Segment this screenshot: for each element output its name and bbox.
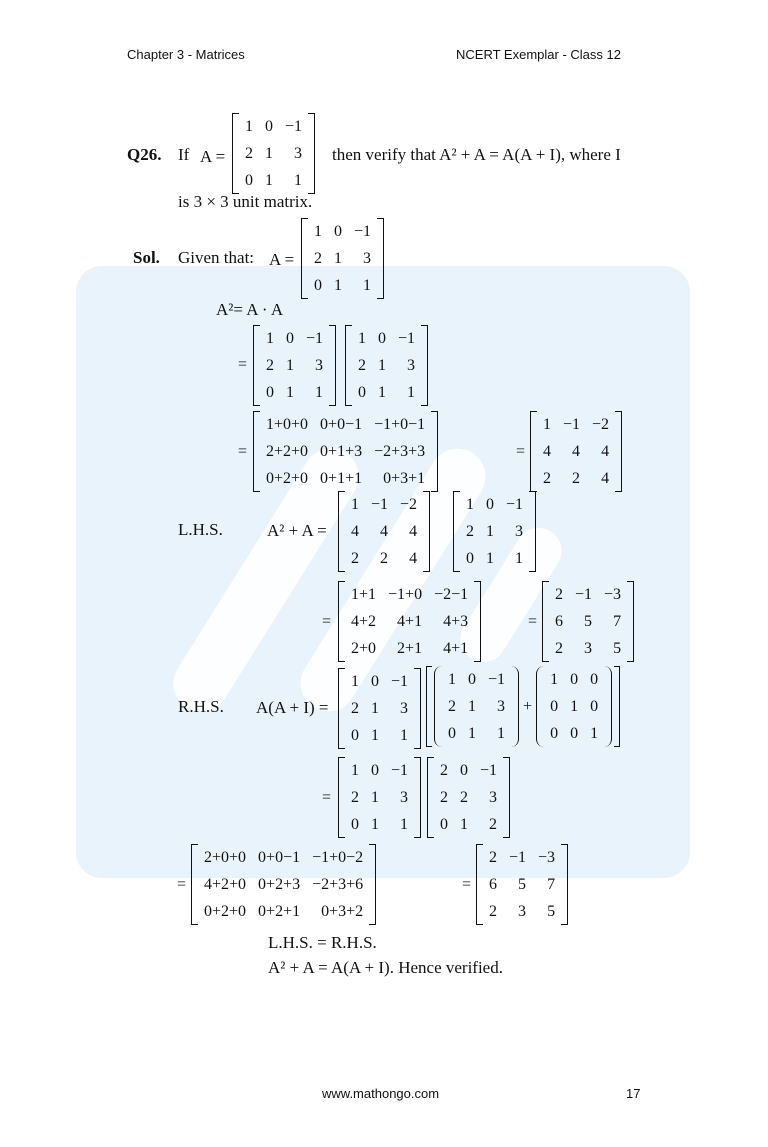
right-bracket xyxy=(423,491,430,572)
matrix-cell: 3 xyxy=(407,356,416,374)
matrix-cell: 2 xyxy=(466,522,474,540)
left-bracket xyxy=(427,757,434,838)
matrix-cell: 0 xyxy=(570,724,579,742)
matrix-cell: 4 xyxy=(380,522,389,540)
matrix-cell: 3 xyxy=(518,902,527,920)
matrix-cell: 2+0 xyxy=(351,639,377,657)
matrix-cell: 1 xyxy=(351,495,359,513)
matrix-row xyxy=(345,518,423,545)
matrix-row xyxy=(549,635,627,662)
matrix-cell: 0 xyxy=(378,329,386,347)
matrix-cell: 3 xyxy=(363,249,372,267)
matrix-cell: −3 xyxy=(538,848,556,866)
matrix-cell: 3 xyxy=(584,639,593,657)
matrix-cell: 1 xyxy=(334,249,342,267)
matrix-cell: 0 xyxy=(334,222,342,240)
matrix-cell: 2 xyxy=(489,902,497,920)
matrix-cell: 0 xyxy=(440,815,448,833)
matrix-cell: 1 xyxy=(515,549,524,567)
matrix-row xyxy=(260,465,431,492)
lhs-label: L.H.S. xyxy=(178,520,223,539)
left-bracket xyxy=(476,844,483,925)
matrix-cell: 2+1 xyxy=(397,639,423,657)
matrix-cell: −2 xyxy=(592,415,610,433)
matrix-cell: 1 xyxy=(363,276,372,294)
solution-label: Sol. xyxy=(133,248,160,267)
left-bracket xyxy=(338,491,345,572)
matrix-cell: 0 xyxy=(351,726,359,744)
left-paren xyxy=(434,666,442,747)
rhs-expr: A(A + I) = xyxy=(256,698,329,717)
matrix-cell: 3 xyxy=(400,788,409,806)
matrix-row xyxy=(460,491,529,518)
matrix-cell: −2+3+6 xyxy=(312,875,364,893)
matrix-cell: 4 xyxy=(409,549,418,567)
matrix-cell: 4 xyxy=(601,442,610,460)
matrix-row xyxy=(345,545,423,572)
matrix-cell: 0+1+3 xyxy=(320,442,363,460)
matrix-cell: 2 xyxy=(489,848,497,866)
matrix-cell: 0 xyxy=(460,761,468,779)
matrix-cell: −1 xyxy=(509,848,527,866)
left-bracket xyxy=(530,411,537,492)
matrix-cell: −1+0−1 xyxy=(374,415,426,433)
matrix-cell: 0 xyxy=(590,697,599,715)
matrix-cell: −1 xyxy=(371,495,389,513)
equals-sign: = xyxy=(516,443,526,460)
matrix-cell: 1 xyxy=(351,672,359,690)
matrix-row xyxy=(239,167,308,194)
matrix-row xyxy=(537,465,615,492)
matrix-cell: 2 xyxy=(245,144,253,162)
right-bracket xyxy=(414,668,421,749)
right-bracket xyxy=(615,411,622,492)
matrix-row xyxy=(345,581,474,608)
matrix-cell: −1 xyxy=(285,117,303,135)
matrix-cell: 2 xyxy=(448,697,456,715)
matrix-identity xyxy=(536,666,612,747)
left-bracket xyxy=(191,844,198,925)
matrix-row xyxy=(198,871,369,898)
matrix-row xyxy=(345,757,414,784)
matrix-cell: 1 xyxy=(315,383,324,401)
matrix-cell: 1 xyxy=(407,383,416,401)
matrix-cell: 1 xyxy=(286,383,294,401)
matrix-row xyxy=(239,140,308,167)
right-bracket xyxy=(503,757,510,838)
matrix-cell: 0+2+1 xyxy=(258,902,301,920)
matrix-row xyxy=(442,666,511,693)
matrix-row xyxy=(483,898,561,925)
matrix-cell: 1 xyxy=(266,329,274,347)
matrix-cell: 2 xyxy=(440,788,448,806)
matrix-cell: 3 xyxy=(315,356,324,374)
matrix-cell: 0+1+1 xyxy=(320,469,363,487)
matrix-cell: −1 xyxy=(398,329,416,347)
matrix-cell: 3 xyxy=(497,697,506,715)
matrix-row xyxy=(345,695,414,722)
matrix-cell: 1 xyxy=(400,726,409,744)
matrix-cell: −1+0 xyxy=(388,585,423,603)
matrix-cell: 4 xyxy=(543,442,551,460)
conclusion-line1: L.H.S. = R.H.S. xyxy=(268,933,377,952)
matrix-cell: 2 xyxy=(555,585,563,603)
matrix-a-lhs xyxy=(453,491,536,572)
matrix-cell: 1 xyxy=(543,415,551,433)
matrix-row xyxy=(434,784,503,811)
matrix-cell: 4+1 xyxy=(397,612,423,630)
matrix-cell: 7 xyxy=(547,875,556,893)
matrix-row xyxy=(442,720,511,747)
equals-sign: = xyxy=(322,789,332,806)
matrix-cell: 2 xyxy=(489,815,498,833)
matrix-cell: 0+3+1 xyxy=(383,469,426,487)
matrix-row xyxy=(260,352,329,379)
matrix-cell: 2+2+0 xyxy=(266,442,309,460)
matrix-cell: 2 xyxy=(440,761,448,779)
matrix-cell: 1 xyxy=(371,788,379,806)
matrix-row xyxy=(345,668,414,695)
matrix-cell: 0 xyxy=(448,724,456,742)
matrix-row xyxy=(345,608,474,635)
matrix-cell: 0 xyxy=(314,276,322,294)
left-bracket xyxy=(301,218,308,299)
right-bracket xyxy=(529,491,536,572)
matrix-cell: 4+1 xyxy=(443,639,469,657)
right-paren xyxy=(604,666,612,747)
right-bracket xyxy=(329,325,336,406)
right-bracket xyxy=(377,218,384,299)
matrix-cell: 2 xyxy=(572,469,581,487)
matrix-row xyxy=(308,272,377,299)
header-chapter: Chapter 3 - Matrices xyxy=(127,47,245,62)
matrix-a2-lhs xyxy=(338,491,430,572)
matrix-row xyxy=(537,438,615,465)
matrix-cell: 0 xyxy=(570,670,579,688)
left-bracket xyxy=(253,411,260,492)
matrix-row xyxy=(460,545,529,572)
matrix-cell: 1 xyxy=(378,356,386,374)
matrix-a-plus-i-group xyxy=(426,666,620,747)
matrix-cell: 2 xyxy=(351,788,359,806)
matrix-cell: 2 xyxy=(543,469,551,487)
matrix-row xyxy=(549,608,627,635)
matrix-cell: 1 xyxy=(294,171,303,189)
equals-sign: = xyxy=(322,613,332,630)
matrix-product-expanded xyxy=(191,844,376,925)
matrix-cell: 1 xyxy=(314,222,322,240)
matrix-sum-expanded xyxy=(338,581,481,662)
matrix-cell: 5 xyxy=(613,639,622,657)
left-bracket xyxy=(338,668,345,749)
matrix-cell: 1 xyxy=(334,276,342,294)
matrix-cell: 0 xyxy=(245,171,253,189)
matrix-cell: 0+3+2 xyxy=(321,902,364,920)
page-number: 17 xyxy=(626,1086,641,1101)
matrix-row xyxy=(442,693,511,720)
matrix-cell: 1 xyxy=(590,724,599,742)
matrix-cell: 1 xyxy=(371,726,379,744)
matrix-cell: 0 xyxy=(265,117,273,135)
matrix-cell: 1 xyxy=(448,670,456,688)
matrix-result-lhs xyxy=(542,581,634,662)
matrix-row xyxy=(260,325,329,352)
matrix-row xyxy=(308,218,377,245)
matrix-cell: 0 xyxy=(486,495,494,513)
matrix-cell: 1 xyxy=(265,171,273,189)
matrix-a-left xyxy=(253,325,336,406)
matrix-cell: −1 xyxy=(391,761,409,779)
matrix-cell: 1 xyxy=(371,699,379,717)
matrix-row xyxy=(352,325,421,352)
matrix-a-right xyxy=(345,325,428,406)
matrix-cell: 6 xyxy=(555,612,563,630)
matrix-cell: 1 xyxy=(550,670,559,688)
matrix-cell: 1 xyxy=(486,522,494,540)
right-bracket xyxy=(474,581,481,662)
matrix-cell: 2 xyxy=(314,249,322,267)
matrix-row xyxy=(345,635,474,662)
matrix-row xyxy=(198,898,369,925)
matrix-cell: 0 xyxy=(286,329,294,347)
left-bracket xyxy=(345,325,352,406)
matrix-cell: −2+3+3 xyxy=(374,442,426,460)
left-bracket xyxy=(253,325,260,406)
matrix-a2-expanded xyxy=(253,411,438,492)
equals-sign: = xyxy=(177,876,187,893)
matrix-cell: 2 xyxy=(351,699,359,717)
matrix-a-paren xyxy=(434,666,519,747)
matrix-cell: 5 xyxy=(584,612,593,630)
matrix-a-rhs2 xyxy=(338,757,421,838)
right-bracket xyxy=(627,581,634,662)
matrix-result-rhs xyxy=(476,844,568,925)
matrix-cell: 5 xyxy=(547,902,556,920)
matrix-cell: 2 xyxy=(555,639,563,657)
left-bracket xyxy=(232,113,239,194)
matrix-a-plus-i xyxy=(427,757,510,838)
matrix-row xyxy=(352,379,421,406)
matrix-row xyxy=(345,811,414,838)
matrix-cell: 2 xyxy=(380,549,389,567)
matrix-cell: 0+0−1 xyxy=(320,415,363,433)
right-bracket xyxy=(308,113,315,194)
equals-sign: = xyxy=(238,443,248,460)
matrix-cell: 1+0+0 xyxy=(266,415,309,433)
matrix-cell: 0 xyxy=(371,672,379,690)
given-a-eq: A = xyxy=(269,250,295,269)
right-bracket xyxy=(421,325,428,406)
left-bracket xyxy=(542,581,549,662)
matrix-cell: 2 xyxy=(358,356,366,374)
right-paren xyxy=(511,666,519,747)
matrix-cell: 2 xyxy=(266,356,274,374)
lhs-expr: A² + A = xyxy=(267,521,327,540)
matrix-cell: 1+1 xyxy=(351,585,377,603)
matrix-cell: 1 xyxy=(570,697,579,715)
matrix-cell: 4+2 xyxy=(351,612,377,630)
matrix-cell: 0+0−1 xyxy=(258,848,301,866)
left-bracket xyxy=(453,491,460,572)
matrix-cell: 0 xyxy=(550,724,559,742)
matrix-row xyxy=(345,722,414,749)
matrix-row xyxy=(260,411,431,438)
matrix-cell: 0 xyxy=(590,670,599,688)
matrix-cell: 4+3 xyxy=(443,612,469,630)
matrix-cell: 1 xyxy=(400,815,409,833)
matrix-cell: 1 xyxy=(468,697,476,715)
matrix-cell: 1 xyxy=(466,495,474,513)
matrix-cell: 1 xyxy=(460,815,468,833)
matrix-row xyxy=(483,871,561,898)
matrix-cell: −1 xyxy=(391,672,409,690)
matrix-cell: 1 xyxy=(286,356,294,374)
matrix-cell: 1 xyxy=(351,761,359,779)
matrix-cell: 0 xyxy=(466,549,474,567)
plus-sign: + xyxy=(523,697,533,715)
equals-sign: = xyxy=(238,356,248,373)
matrix-row xyxy=(260,438,431,465)
left-paren xyxy=(536,666,544,747)
matrix-cell: 0 xyxy=(351,815,359,833)
matrix-cell: −1 xyxy=(488,670,506,688)
matrix-cell: 0+2+0 xyxy=(204,902,247,920)
matrix-cell: 4 xyxy=(409,522,418,540)
matrix-cell: 1 xyxy=(486,549,494,567)
matrix-cell: 0+2+0 xyxy=(266,469,309,487)
matrix-row xyxy=(260,379,329,406)
matrix-cell: −1 xyxy=(575,585,593,603)
matrix-a xyxy=(232,113,315,194)
rhs-label: R.H.S. xyxy=(178,697,224,716)
matrix-cell: −1 xyxy=(563,415,581,433)
matrix-cell: 0+2+3 xyxy=(258,875,301,893)
left-bracket xyxy=(338,581,345,662)
equals-sign: = xyxy=(462,876,472,893)
matrix-row xyxy=(460,518,529,545)
matrix-cell: 2 xyxy=(351,549,359,567)
matrix-cell: 3 xyxy=(489,788,498,806)
matrix-cell: −1 xyxy=(506,495,524,513)
question-text-line2: is 3 × 3 unit matrix. xyxy=(178,192,313,211)
header-book: NCERT Exemplar - Class 12 xyxy=(456,47,621,62)
matrix-cell: −2−1 xyxy=(434,585,469,603)
matrix-row xyxy=(544,666,604,693)
matrix-row xyxy=(434,757,503,784)
matrix-row xyxy=(544,693,604,720)
matrix-cell: 4+2+0 xyxy=(204,875,247,893)
a-squared-line: A²= A · A xyxy=(216,300,284,319)
right-bracket xyxy=(561,844,568,925)
matrix-cell: 6 xyxy=(489,875,497,893)
matrix-cell: 1 xyxy=(378,383,386,401)
footer-url: www.mathongo.com xyxy=(322,1086,440,1101)
matrix-cell: 4 xyxy=(601,469,610,487)
left-bracket xyxy=(338,757,345,838)
matrix-cell: −1 xyxy=(354,222,372,240)
matrix-row xyxy=(483,844,561,871)
matrix-cell: 2 xyxy=(460,788,468,806)
matrix-cell: 0 xyxy=(358,383,366,401)
matrix-a-rhs xyxy=(338,668,421,749)
matrix-cell: 3 xyxy=(400,699,409,717)
equals-sign: = xyxy=(528,613,538,630)
matrix-cell: 3 xyxy=(294,144,303,162)
matrix-cell: 7 xyxy=(613,612,622,630)
matrix-cell: 1 xyxy=(468,724,476,742)
matrix-cell: 0 xyxy=(550,697,559,715)
right-bracket xyxy=(431,411,438,492)
matrix-cell: 2+0+0 xyxy=(204,848,247,866)
matrix-row xyxy=(434,811,503,838)
right-bracket xyxy=(369,844,376,925)
matrix-cell: 5 xyxy=(518,875,527,893)
matrix-cell: 3 xyxy=(515,522,524,540)
question-text: then verify that A² + A = A(A + I), where I xyxy=(332,145,621,164)
matrix-cell: 1 xyxy=(245,117,253,135)
matrix-cell: 0 xyxy=(371,761,379,779)
given-text: Given that: xyxy=(178,248,255,267)
matrix-cell: 1 xyxy=(358,329,366,347)
matrix-cell: −1 xyxy=(480,761,498,779)
matrix-row xyxy=(544,720,604,747)
question-if: If xyxy=(178,145,190,164)
matrix-a2 xyxy=(530,411,622,492)
matrix-row xyxy=(308,245,377,272)
matrix-cell: −3 xyxy=(604,585,622,603)
matrix-row xyxy=(549,581,627,608)
matrix-row xyxy=(352,352,421,379)
question-a-eq: A = xyxy=(200,147,226,166)
matrix-cell: 4 xyxy=(351,522,359,540)
question-number: Q26. xyxy=(127,145,162,164)
matrix-cell: −2 xyxy=(400,495,418,513)
matrix-row xyxy=(345,784,414,811)
matrix-cell: 1 xyxy=(371,815,379,833)
matrix-cell: 1 xyxy=(265,144,273,162)
matrix-cell: 0 xyxy=(468,670,476,688)
matrix-cell: −1 xyxy=(306,329,324,347)
matrix-cell: 0 xyxy=(266,383,274,401)
matrix-cell: 4 xyxy=(572,442,581,460)
matrix-cell: 1 xyxy=(497,724,506,742)
matrix-cell: −1+0−2 xyxy=(312,848,364,866)
matrix-row xyxy=(537,411,615,438)
conclusion-line2: A² + A = A(A + I). Hence verified. xyxy=(268,958,503,977)
right-bracket xyxy=(414,757,421,838)
matrix-row xyxy=(239,113,308,140)
matrix-row xyxy=(345,491,423,518)
matrix-a-given xyxy=(301,218,384,299)
matrix-row xyxy=(198,844,369,871)
